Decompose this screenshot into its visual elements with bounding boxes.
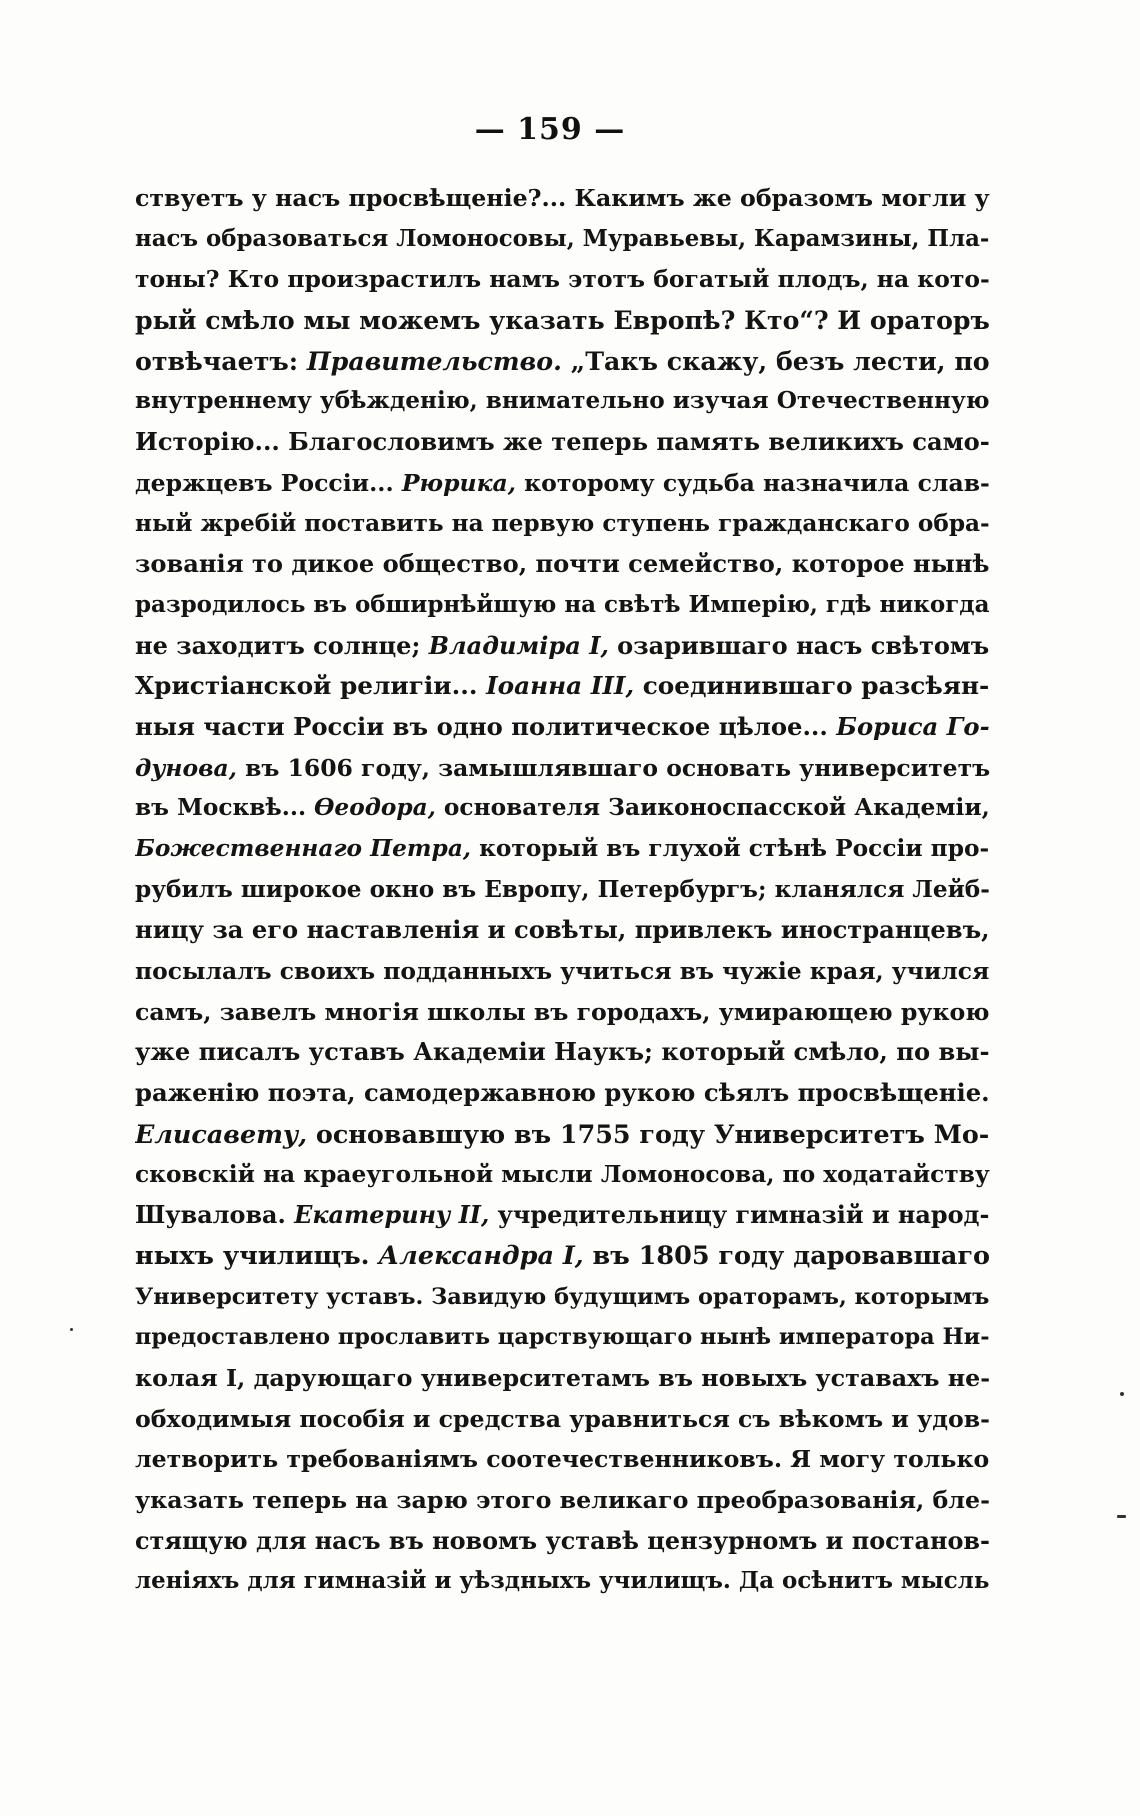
text-segment: ныхъ училищъ. <box>135 1240 379 1271</box>
text-segment: основателя Заиконоспасской Академіи, <box>435 794 990 822</box>
text-line <box>135 748 990 789</box>
text-segment: соединившаго разсѣян- <box>634 671 990 701</box>
text-line <box>135 788 990 829</box>
italic-name-segment: Екатерину II, <box>294 1201 490 1230</box>
text-segment: озарившаго насъ свѣтомъ <box>608 630 990 660</box>
text-segment: въ Москвѣ... <box>135 794 315 822</box>
text-segment: ствуетъ у насъ просвѣщеніе?... Какимъ же образомъ могли у <box>135 184 990 212</box>
text-line <box>135 626 990 667</box>
text-line <box>135 1195 990 1236</box>
text-line <box>135 178 990 219</box>
text-segment: уже писалъ уставъ Академіи Наукъ; который смѣло, по вы- <box>135 1037 990 1067</box>
text-segment: летворить требованіямъ соотечественниковъ. Я могу только <box>135 1445 990 1474</box>
text-line <box>135 341 990 382</box>
text-segment: раженію поэта, самодержавною рукою сѣялъ просвѣщеніе. <box>135 1078 990 1108</box>
text-line <box>135 463 990 504</box>
scan-speck <box>1117 1515 1126 1518</box>
text-segment: разродилось въ обширнѣйшую на свѣтѣ Имперію, гдѣ никогда <box>135 590 990 618</box>
text-line <box>135 585 990 626</box>
italic-name-segment: Ѳеодора, <box>314 794 436 822</box>
text-segment: въ 1606 году, замышлявшаго основать университетъ <box>236 753 990 782</box>
text-line <box>135 829 990 870</box>
text-line <box>135 1439 990 1480</box>
text-line <box>135 1480 990 1521</box>
text-segment: колая I, дарующаго университетамъ въ новыхъ уставахъ не- <box>135 1363 990 1392</box>
text-line <box>135 422 990 463</box>
text-line <box>135 1236 990 1277</box>
text-line <box>135 951 990 992</box>
text-segment: тоны? Кто произрастилъ намъ этотъ богатый плодъ, на кото- <box>135 265 990 294</box>
italic-name-segment: Правительство. <box>306 345 562 376</box>
italic-name-segment: Рюрика, <box>401 468 516 497</box>
text-line <box>135 504 990 545</box>
text-segment: внутреннему убѣжденію, внимательно изучая Отечественную <box>135 387 990 415</box>
italic-name-segment: Елисавету, <box>135 1118 308 1149</box>
text-segment: Университету уставъ. Завидую будущимъ ораторамъ, которымъ <box>135 1283 990 1310</box>
italic-name-segment: Александра I, <box>378 1240 584 1271</box>
text-line <box>135 1561 990 1602</box>
text-line <box>135 1399 990 1440</box>
text-segment: держцевъ Россіи... <box>135 468 402 497</box>
text-segment: самъ, завелъ многія школы въ городахъ, умирающею рукою <box>135 997 990 1026</box>
text-segment: основавшую въ 1755 году Университетъ Мо- <box>307 1118 990 1149</box>
text-segment: указать теперь на зарю этого великаго преобразованія, бле- <box>135 1486 990 1514</box>
text-segment: ный жребій поставить на первую ступень гражданскаго обра- <box>135 509 990 537</box>
italic-name-segment: дунова, <box>135 753 237 782</box>
text-line <box>135 1358 990 1399</box>
text-segment: Исторію... Благословимъ же теперь память великихъ само- <box>135 427 990 457</box>
text-segment: стящую для насъ въ новомъ уставѣ цензурномъ и постанов- <box>135 1526 990 1555</box>
text-segment: Шувалова. <box>135 1201 295 1230</box>
text-line <box>135 259 990 300</box>
text-line <box>135 1317 990 1358</box>
text-line <box>135 910 990 951</box>
scan-speck <box>70 1328 73 1331</box>
text-segment: зованія то дикое общество, почти семейство, которое нынѣ <box>135 549 990 579</box>
text-line <box>135 1073 990 1114</box>
text-segment: отвѣчаетъ: <box>135 345 307 376</box>
text-line <box>135 1155 990 1196</box>
text-line <box>135 544 990 585</box>
text-segment: предоставлено прославить царствующаго нынѣ императора Ни- <box>135 1324 990 1351</box>
text-line <box>135 666 990 707</box>
text-line <box>135 1521 990 1562</box>
text-segment: учредительницу гимназій и народ- <box>489 1201 990 1230</box>
text-segment: ницу за его наставленія и совѣты, привлекъ иностранцевъ, <box>135 915 990 945</box>
text-segment: не заходитъ солнце; <box>135 630 429 660</box>
text-line <box>135 381 990 422</box>
text-line <box>135 870 990 911</box>
text-line <box>135 1032 990 1073</box>
text-segment: рубилъ широкое окно въ Европу, Петербургъ; кланялся Лейб- <box>135 875 990 903</box>
body-text <box>135 178 990 1602</box>
italic-name-segment: Божественнаго Петра, <box>135 835 471 862</box>
text-segment: который въ глухой стѣнѣ Россіи про- <box>471 835 990 862</box>
scan-speck <box>1120 1392 1124 1396</box>
text-segment: обходимыя пособія и средства уравниться съ вѣкомъ и удов- <box>135 1404 990 1433</box>
text-segment: посылалъ своихъ подданныхъ учиться въ чужіе края, учился <box>135 957 990 986</box>
text-line <box>135 1114 990 1155</box>
text-segment: насъ образоваться Ломоносовы, Муравьевы, Карамзины, Пла- <box>135 225 990 252</box>
text-line <box>135 1277 990 1318</box>
text-line <box>135 707 990 748</box>
page-number: — 159 — <box>474 112 626 147</box>
text-line <box>135 992 990 1033</box>
text-segment: ныя части Россіи въ одно политическое цѣлое... <box>135 711 837 741</box>
text-segment: Христіанской религіи... <box>135 671 487 701</box>
italic-name-segment: Іоанна III, <box>486 671 635 701</box>
text-segment: которому судьба назначила слав- <box>515 468 990 497</box>
text-line <box>135 300 990 341</box>
text-segment: леніяхъ для гимназій и уѣздныхъ училищъ. Да осѣнитъ мысль <box>135 1567 990 1595</box>
text-segment: сковскій на краеугольной мысли Ломоносова, по ходатайству <box>135 1160 990 1188</box>
italic-name-segment: Владиміра I, <box>428 630 609 660</box>
text-line <box>135 219 990 260</box>
text-segment: рый смѣло мы можемъ указать Европѣ? Кто“? И ораторъ <box>135 305 990 336</box>
text-segment: въ 1805 году даровавшаго <box>583 1240 990 1271</box>
text-segment: „Такъ скажу, безъ лести, по <box>561 345 990 376</box>
italic-name-segment: Бориса Го- <box>836 711 990 741</box>
